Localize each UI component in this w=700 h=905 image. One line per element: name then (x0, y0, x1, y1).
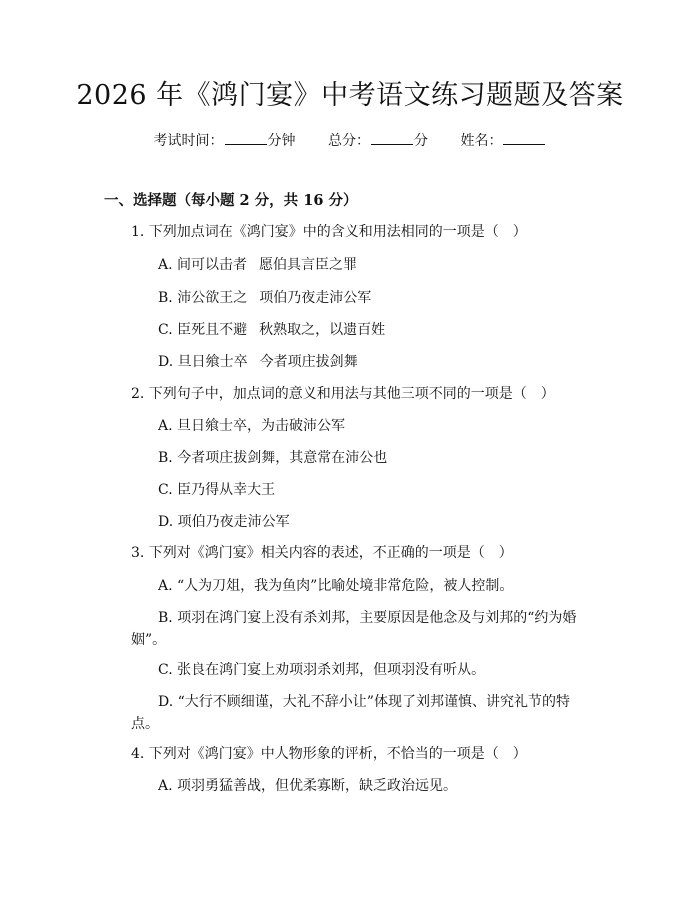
question-stem: 4. 下列对《鸿门宴》中人物形象的评析，不恰当的一项是（ ） (131, 746, 527, 762)
option-letter: D. (158, 694, 174, 710)
option-letter: A. (158, 578, 173, 594)
option-text-b: 今者项庄拔剑舞 (259, 354, 358, 370)
exam-time-field (154, 133, 296, 149)
total-score-unit: 分 (414, 133, 428, 149)
option-text: 项羽勇猛善战，但优柔寡断，缺乏政治远见。 (177, 778, 458, 794)
option-text-a: 旦日飨士卒 (177, 354, 248, 370)
option-letter: A. (158, 418, 173, 434)
name-label: 姓名： (460, 133, 503, 149)
question-stem: 1. 下列加点词在《鸿门宴》中的含义和用法相同的一项是（ ） (131, 224, 527, 240)
option-item (158, 320, 385, 340)
option-item (158, 416, 345, 436)
option-text-a: 沛公欲王之 (177, 290, 248, 306)
option-text: 今者项庄拔剑舞，其意常在沛公也 (177, 450, 388, 466)
option-text: “大行不顾细谨，大礼不辞小让”体现了刘邦谨慎、讲究礼节的特 (177, 694, 570, 710)
option-text: 张良在鸿门宴上劝项羽杀刘邦，但项羽没有听从。 (177, 662, 486, 678)
option-item (158, 480, 275, 500)
section-heading: 一、选择题（每小题 2 分，共 16 分） (104, 192, 358, 209)
option-item (158, 512, 290, 532)
option-letter: D. (158, 354, 174, 370)
option-text-b: 秋熟取之，以遗百姓 (259, 322, 386, 338)
option-text-b: 项伯乃夜走沛公军 (259, 290, 372, 306)
total-score-label: 总分： (328, 133, 370, 149)
question-stem: 2. 下列句子中，加点词的意义和用法与其他三项不同的一项是（ ） (131, 386, 555, 402)
option-letter: B. (158, 290, 173, 306)
option-item (158, 448, 387, 468)
option-text: “人为刀俎，我为鱼肉”比喻处境非常危险，被人控制。 (177, 578, 514, 594)
option-letter: D. (158, 514, 174, 530)
option-item (158, 692, 570, 712)
option-item (158, 608, 576, 628)
option-text: 项羽在鸿门宴上没有杀刘邦，主要原因是他念及与刘邦的“约为婚 (177, 610, 577, 626)
option-text-a: 臣死且不避 (177, 322, 248, 338)
option-text: 臣乃得从幸大王 (177, 482, 276, 498)
option-letter: B. (158, 450, 173, 466)
option-item (158, 255, 357, 275)
exam-meta (0, 130, 700, 151)
option-item (158, 288, 371, 308)
document-title: 2026 年《鸿门宴》中考语文练习题题及答案 (76, 80, 624, 111)
total-score-blank (371, 130, 413, 145)
option-item (158, 352, 358, 372)
total-score-field (328, 133, 428, 149)
option-letter: C. (158, 482, 173, 498)
name-blank (503, 130, 545, 145)
option-item (158, 660, 485, 680)
option-item (158, 776, 457, 796)
option-item (158, 576, 513, 596)
option-letter: B. (158, 610, 173, 626)
option-text-continuation: 姻”。 (131, 632, 167, 648)
option-text-continuation: 点。 (131, 716, 159, 732)
exam-time-unit: 分钟 (267, 133, 296, 149)
option-letter: A. (158, 257, 173, 273)
exam-time-label: 考试时间： (153, 133, 224, 149)
option-text-a: 间可以击者 (177, 257, 248, 273)
option-letter: C. (158, 322, 173, 338)
exam-time-blank (225, 130, 267, 145)
option-text: 项伯乃夜走沛公军 (177, 514, 290, 530)
option-text-b: 愿伯具言臣之罪 (259, 257, 358, 273)
question-stem: 3. 下列对《鸿门宴》相关内容的表述，不正确的一项是（ ） (131, 545, 513, 561)
option-letter: C. (158, 662, 173, 678)
option-text: 旦日飨士卒，为击破沛公军 (177, 418, 346, 434)
option-letter: A. (158, 778, 173, 794)
name-field (460, 133, 546, 149)
